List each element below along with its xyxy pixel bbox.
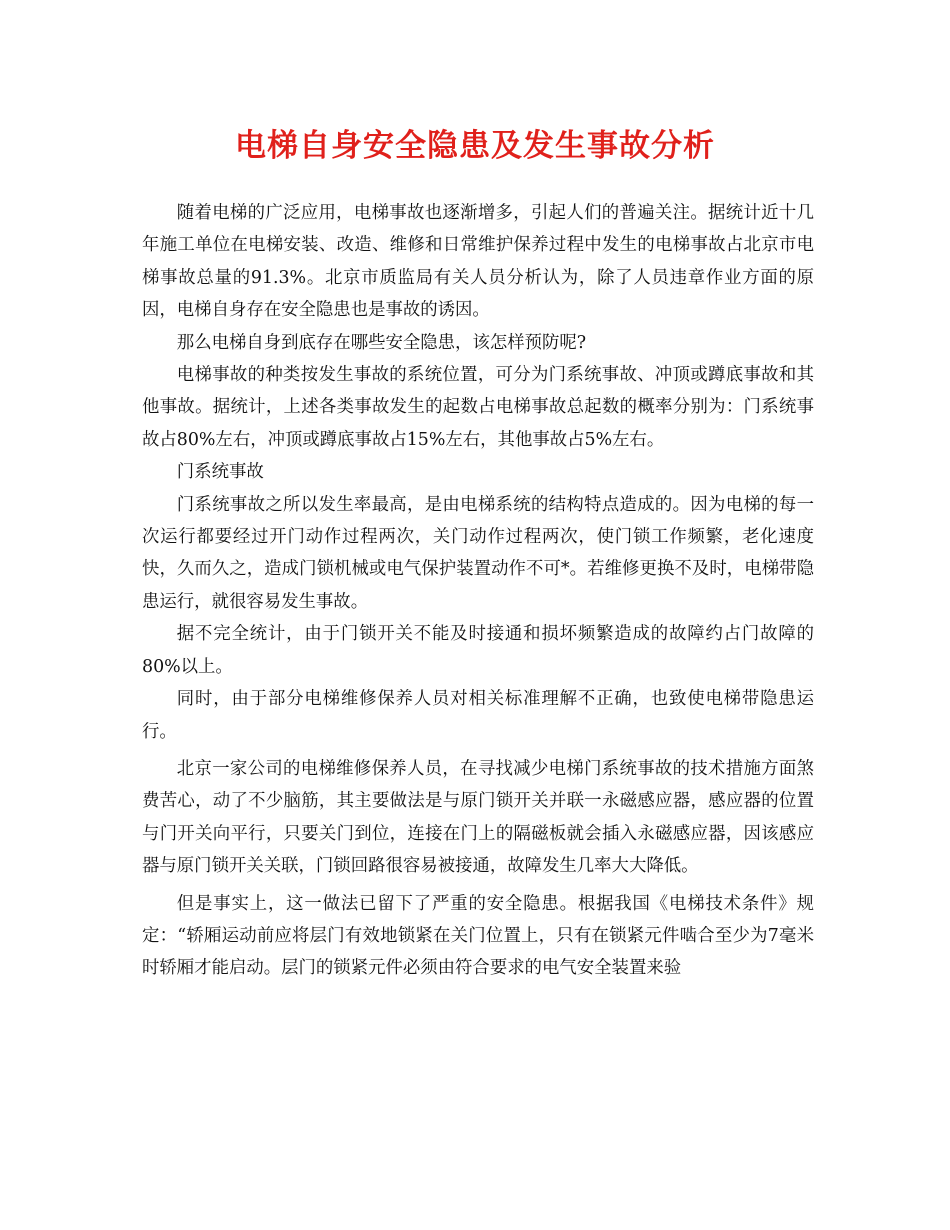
document-body [142, 197, 814, 985]
paragraph-maintenance-misunderstanding: 同时，由于部分电梯维修保养人员对相关标准理解不正确，也致使电梯带隐患运行。 [142, 689, 814, 742]
paragraph-hidden-danger: 但是事实上，这一做法已留下了严重的安全隐患。根据我国《电梯技术条件》规定：“轿厢运动前应将层门有效地锁紧在关门位置上，只有在锁紧元件啮合至少为7毫米时轿厢才能启动。层门的锁紧元件必须由符合要求的电气安全装置来验 [142, 893, 814, 979]
paragraph-beijing-company: 北京一家公司的电梯维修保养人员，在寻找减少电梯门系统事故的技术措施方面煞费苦心，动了不少脑筋，其主要做法是与原门锁开关并联一永磁感应器，感应器的位置与门开关向平行，只要关门到位，连接在门上的隔磁板就会插入永磁感应器，因该感应器与原门锁开关关联，门锁回路很容易被接通，故障发生几率大大降低。 [142, 758, 814, 877]
paragraph-door-lock-statistics: 据不完全统计，由于门锁开关不能及时接通和损坏频繁造成的故障约占门故障的80%以上。 [142, 624, 814, 677]
paragraph-accident-types: 电梯事故的种类按发生事故的系统位置，可分为门系统事故、冲顶或蹲底事故和其他事故。据统计，上述各类事故发生的起数占电梯事故总起数的概率分别为：门系统事故占80%左右，冲顶或蹲底事故占15%左右，其他事故占5%左右。 [142, 365, 814, 450]
section-heading-door-system: 门系统事故 [176, 462, 264, 483]
paragraph-question: 那么电梯自身到底存在哪些安全隐患，该怎样预防呢? [176, 332, 587, 353]
document-title: 电梯自身安全隐患及发生事故分析 [235, 128, 715, 164]
paragraph-intro: 随着电梯的广泛应用，电梯事故也逐渐增多，引起人们的普遍关注。据统计近十几年施工单位在电梯安装、改造、维修和日常维护保养过程中发生的电梯事故占北京市电梯事故总量的91.3%。北京市质监局有关人员分析认为，除了人员违章作业方面的原因，电梯自身存在安全隐患也是事故的诱因。 [142, 203, 814, 321]
paragraph-door-system-cause: 门系统事故之所以发生率最高，是由电梯系统的结构特点造成的。因为电梯的每一次运行都要经过开门动作过程两次，关门动作过程两次，使门锁工作频繁，老化速度快，久而久之，造成门锁机械或电气保护装置动作不可*。若维修更换不及时，电梯带隐患运行，就很容易发生事故。 [142, 494, 814, 612]
